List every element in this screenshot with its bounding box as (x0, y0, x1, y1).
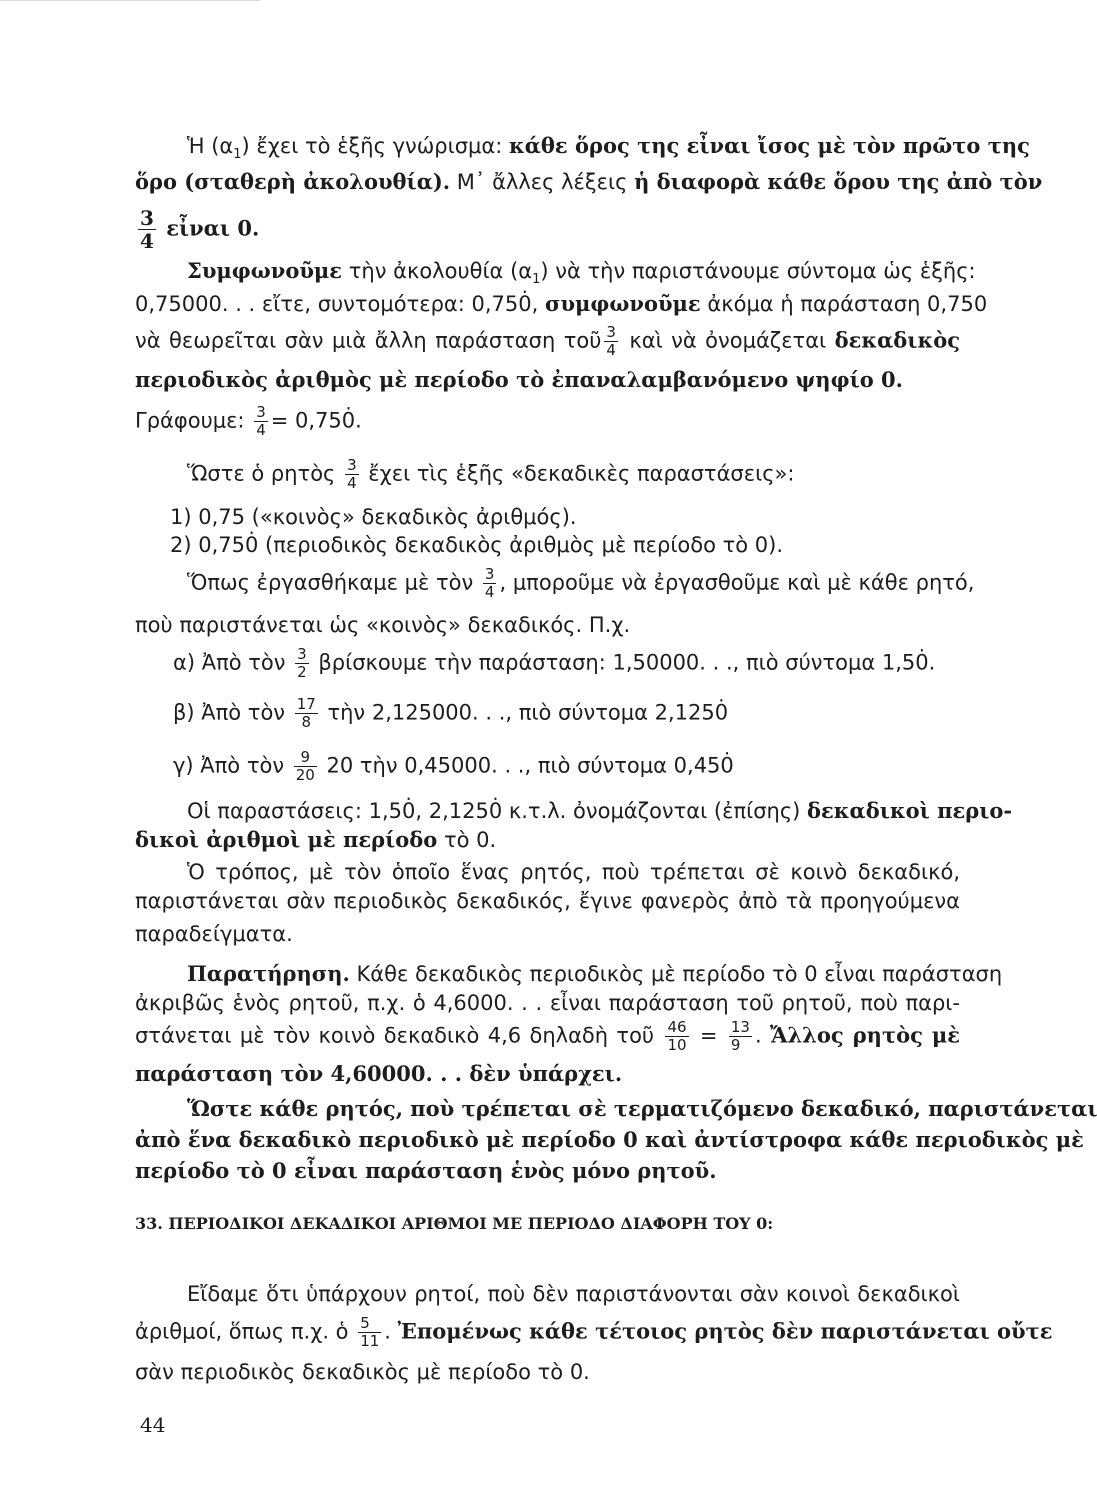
p2-line1: Συμφωνοῦμε τὴν ἀκολουθία $(\alpha_1)$ νὰ τὴν παριστάνουμε σύντομα ὡς ἑξῆς: (187, 258, 976, 288)
fraction: $\frac{17}{8}$ (296, 695, 316, 731)
p7-line3: σὰν περιοδικὸς δεκαδικὸς μὲ περίοδο τὸ 0. (135, 1360, 590, 1384)
p4-example-b: β) Ἀπὸ τὸν $\frac{17}{8}$ τὴν 2,125000. . ., πιὸ σύντομα 2,1250̇ (173, 695, 729, 731)
remark-line4: παράσταση τὸν 4,60000. . . δὲν ὑπάρχει. (135, 1061, 623, 1086)
p2-line2: 0,75000. . . εἴτε, συντομότερα: 0,750̇, συμφωνοῦμε ἀκόμα ἡ παράσταση 0,750 (135, 291, 988, 316)
conclusion-line2: ἀπὸ ἕνα δεκαδικὸ περιοδικὸ μὲ περίοδο 0 καὶ ἀντίστροφα κάθε περιοδικὸς μὲ (135, 1127, 1084, 1152)
p1-line3: $\frac{3}{4}$ εἶναι 0. (140, 206, 260, 253)
p1-line2: ὅρο (σταθερὴ ἀκολουθία). Μ᾽ ἄλλες λέξεις ἡ διαφορὰ κάθε ὅρου της ἀπὸ τὸν (135, 169, 1043, 194)
p3-item1: 1) 0,75 («κοινὸς» δεκαδικὸς ἀριθμός). (170, 505, 577, 529)
remark-line2: ἀκριβῶς ἑνὸς ρητοῦ, π.χ. ὁ 4,6000. . . εἶναι παράσταση τοῦ ρητοῦ, ποὺ παρι- (135, 991, 960, 1015)
p2-line3: νὰ θεωρεῖται σὰν μιὰ ἄλλη παράσταση τοῦ $\frac{3}{4}$ καὶ νὰ ὀνομάζεται δεκαδικὸς (135, 323, 960, 359)
remark-line1: Παρατήρηση. Κάθε δεκαδικὸς περιοδικὸς μὲ περίοδο τὸ 0 εἶναι παράσταση (187, 961, 1003, 986)
fraction: $\frac{46}{10}$ (667, 1018, 687, 1054)
p7-line1: Εἴδαμε ὅτι ὑπάρχουν ρητοί, ποὺ δὲν παριστάνονται σὰν κοινοὶ δεκαδικοὶ (187, 1282, 960, 1306)
p5-line1: Οἱ παραστάσεις: 1,50̇, 2,1250̇ κ.τ.λ. ὀνομάζονται (ἐπίσης) δεκαδικοὶ περιο- (187, 798, 1013, 823)
p6-line1: Ὁ τρόπος, μὲ τὸν ὁποῖο ἕνας ρητός, ποὺ τρέπεται σὲ κοινὸ δεκαδικό, (187, 860, 960, 884)
p4-example-c: γ) Ἀπὸ τὸν $\frac{9}{20}$ 20 τὴν 0,45000. . ., πιὸ σύντομα 0,450̇ (173, 748, 734, 784)
fraction: $\frac{3}{2}$ (297, 645, 307, 681)
page-number: 44 (140, 1413, 166, 1437)
fraction: $\frac{3}{4}$ (606, 323, 616, 359)
fraction: $\frac{9}{20}$ (295, 748, 315, 784)
fraction: $\frac{3}{4}$ (484, 565, 495, 601)
p3-item2: 2) 0,750̇ (περιοδικὸς δεκαδικὸς ἀριθμὸς μὲ περίοδο τὸ 0). (170, 533, 784, 557)
p1-line1: Ἡ $(\alpha_1)$ ἔχει τὸ ἑξῆς γνώρισμα: κάθε ὅρος της εἶναι ἴσος μὲ τὸν πρῶτο της (187, 133, 1030, 163)
p6-line2: παριστάνεται σὰν περιοδικὸς δεκαδικός, ἔγινε φανερὸς ἀπὸ τὰ προηγούμενα (135, 889, 960, 913)
p5-line2: δικοὶ ἀριθμοὶ μὲ περίοδο τὸ 0. (135, 827, 497, 852)
fraction: $\frac{3}{4}$ (347, 456, 357, 492)
p6-line3: παραδείγματα. (135, 922, 293, 946)
fraction: $\frac{5}{11}$ (360, 1314, 380, 1350)
page-top-edge (0, 0, 260, 1)
fraction: $\frac{3}{4}$ (256, 403, 266, 439)
conclusion-line3: περίοδο τὸ 0 εἶναι παράσταση ἑνὸς μόνο ρητοῦ. (135, 1158, 717, 1183)
conclusion-line1: Ὥστε κάθε ρητός, ποὺ τρέπεται σὲ τερματιζόμενο δεκαδικό, παριστάνεται (187, 1096, 1097, 1121)
p2-line5: Γράφουμε: $\frac{3}{4}$ = 0,750̇. (135, 403, 362, 439)
p4-line1: Ὅπως ἐργασθήκαμε μὲ τὸν $\frac{3}{4}$ , μποροῦμε νὰ ἐργασθοῦμε καὶ μὲ κάθε ρητό, (187, 565, 975, 601)
fraction: $\frac{13}{9}$ (730, 1018, 750, 1054)
fraction: $\frac{3}{4}$ (140, 206, 154, 253)
p4-example-a: α) Ἀπὸ τὸν $\frac{3}{2}$ βρίσκουμε τὴν παράσταση: 1,50000. . ., πιὸ σύντομα 1,50̇. (173, 645, 936, 681)
remark-line3: στάνεται μὲ τὸν κοινὸ δεκαδικὸ 4,6 δηλαδὴ τοῦ $\frac{46}{10}$ = $\frac{13}{9}$ . Ἄλλος ρητὸς μὲ (135, 1018, 960, 1054)
p4-line2: ποὺ παριστάνεται ὡς «κοινὸς» δεκαδικός. Π.χ. (135, 613, 631, 637)
section-heading: 33. ΠΕΡΙΟΔΙΚΟΙ ΔΕΚΑΔΙΚΟΙ ΑΡΙΘΜΟΙ ΜΕ ΠΕΡΙΟΔΟ ΔΙΑΦΟΡΗ ΤΟΥ 0: (135, 1214, 774, 1233)
p2-line4: περιοδικὸς ἀριθμὸς μὲ περίοδο τὸ ἐπαναλαμβανόμενο ψηφίο 0. (135, 367, 903, 392)
p3-line1: Ὥστε ὁ ρητὸς $\frac{3}{4}$ ἔχει τὶς ἑξῆς «δεκαδικὲς παραστάσεις»: (187, 456, 795, 492)
p7-line2: ἀριθμοί, ὅπως π.χ. ὁ $\frac{5}{11}$ . Ἐπομένως κάθε τέτοιος ρητὸς δὲν παριστάνεται οὔτε (135, 1314, 1053, 1350)
